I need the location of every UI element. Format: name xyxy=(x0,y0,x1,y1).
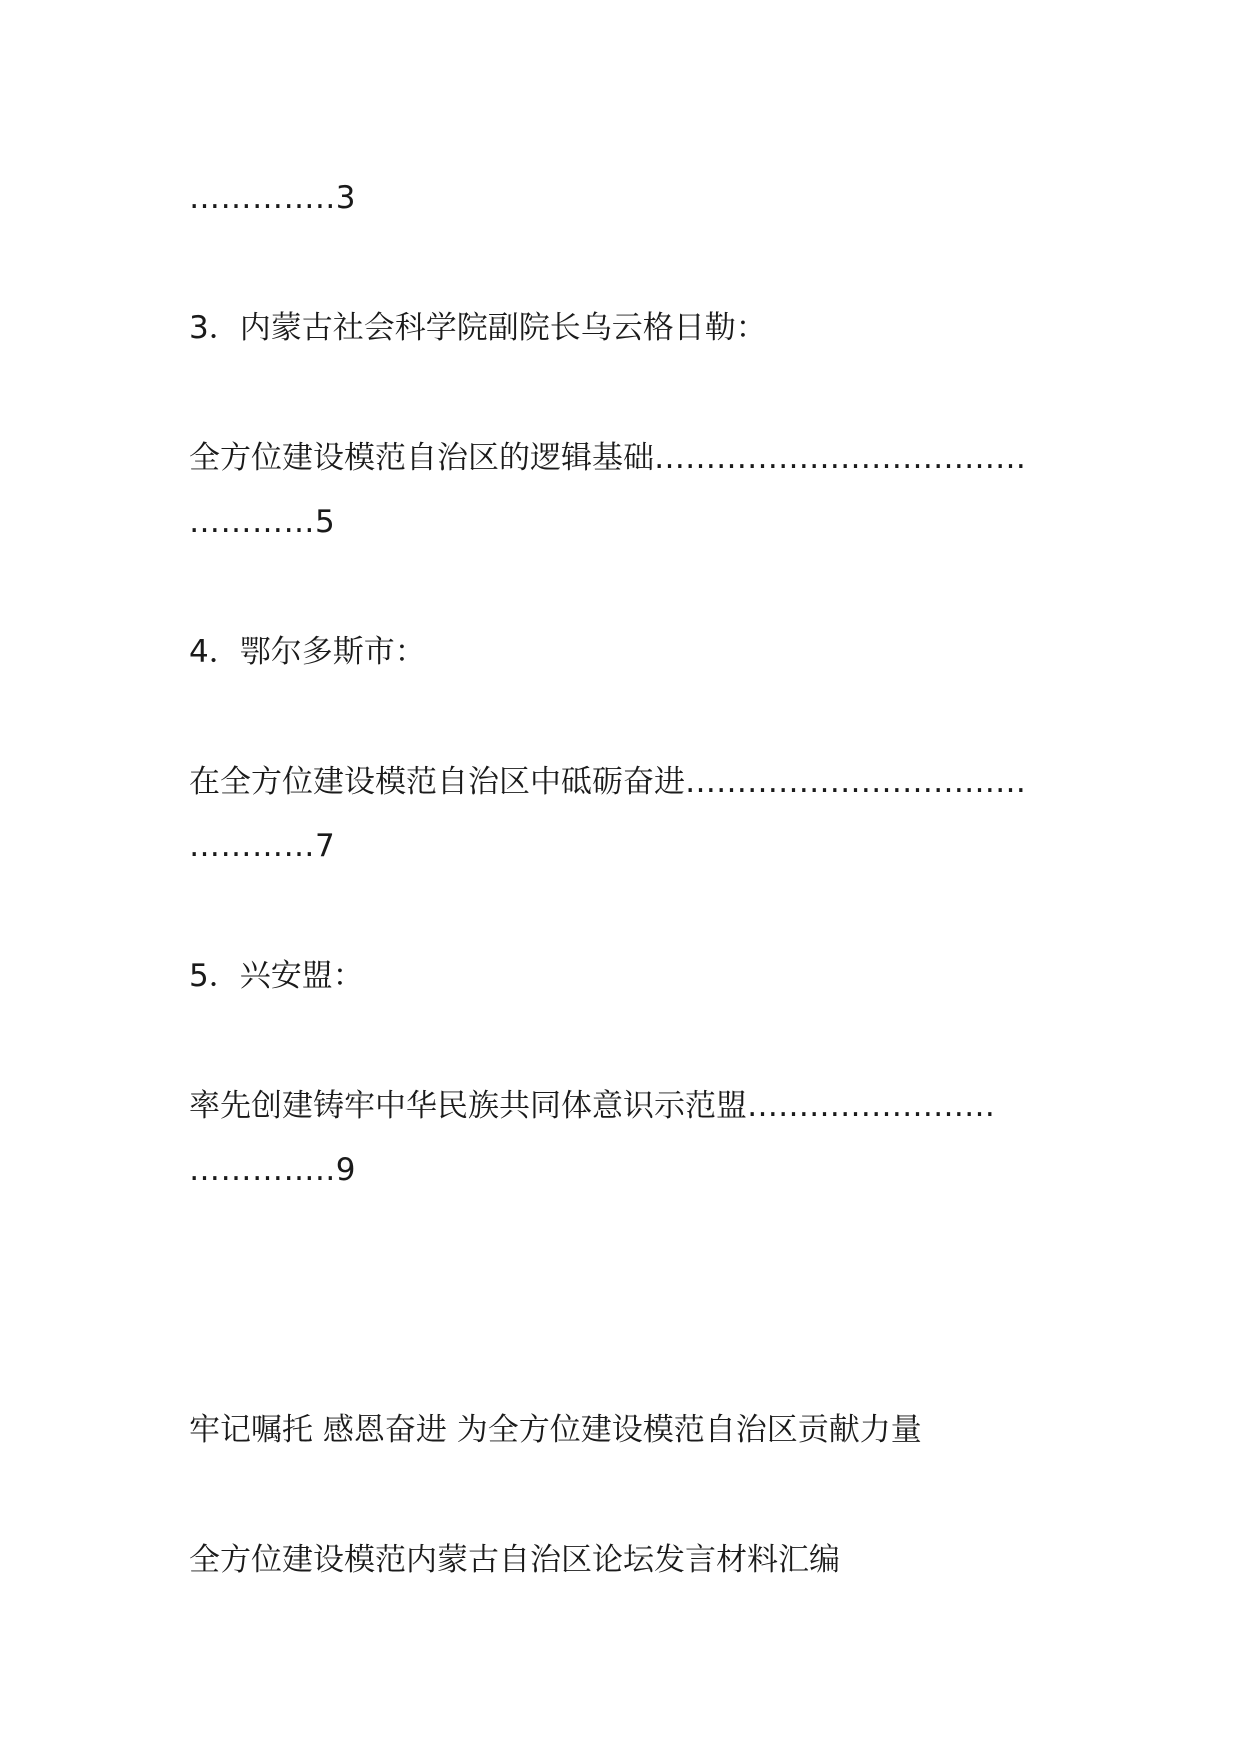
toc-item-4-page: …………7 xyxy=(189,828,336,864)
toc-leader-page-3: …………..3 xyxy=(189,180,356,216)
toc-item-3-page: …………5 xyxy=(189,504,336,540)
toc-item-3-heading: 3．内蒙古社会科学院副院长乌云格日勒： xyxy=(189,310,767,346)
article-subhead: 全方位建设模范内蒙古自治区论坛发言材料汇编 xyxy=(189,1542,840,1578)
toc-item-4-title: 在全方位建设模范自治区中砥砺奋进…………………………… xyxy=(189,764,1026,800)
toc-item-3-title: 全方位建设模范自治区的逻辑基础……………………………… xyxy=(189,440,1026,476)
article-headline: 牢记嘱托 感恩奋进 为全方位建设模范自治区贡献力量 xyxy=(189,1412,922,1448)
toc-item-5-heading: 5．兴安盟： xyxy=(189,958,364,994)
toc-item-5-page: …………..9 xyxy=(189,1152,356,1188)
toc-item-4-heading: 4．鄂尔多斯市： xyxy=(189,634,426,670)
toc-item-5-title: 率先创建铸牢中华民族共同体意识示范盟…………………… xyxy=(189,1088,995,1124)
